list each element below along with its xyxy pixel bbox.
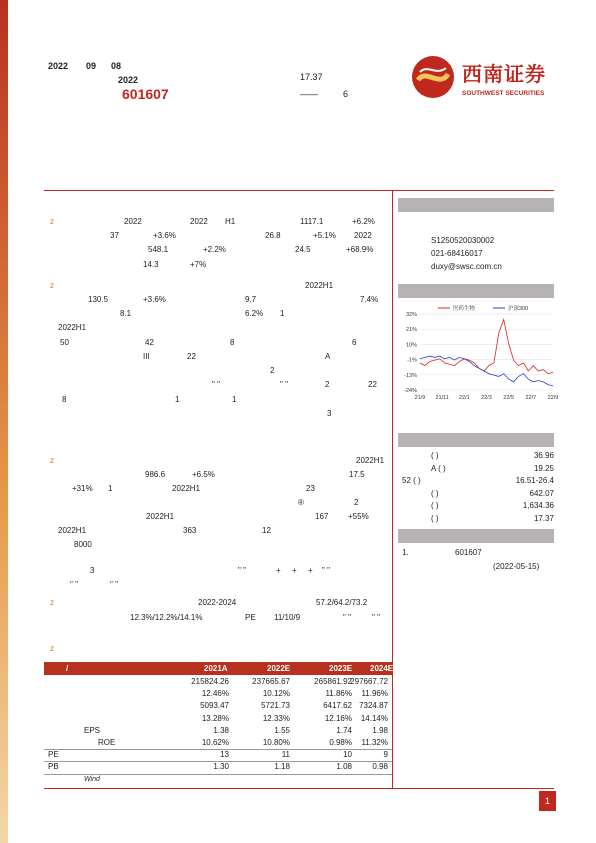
stat-value: 16.51-26.4 [515, 476, 554, 485]
header-cell: 2022E [267, 664, 291, 673]
series-line [420, 319, 553, 373]
table-cell: 11.86% [325, 689, 352, 699]
x-tick-label: 21/9 [414, 395, 426, 401]
body-text-fragment: 8 [62, 395, 67, 404]
table-cell: 5093.47 [200, 701, 229, 711]
related-date: (2022-05-15) [493, 562, 540, 571]
table-cell: 1.30 [213, 762, 229, 772]
x-tick-label: 21/11 [435, 395, 449, 401]
body-text-fragment: 1 [108, 484, 113, 493]
body-text-fragment: 9.7 [245, 295, 257, 304]
table-cell: 10.12% [262, 689, 290, 699]
body-text-fragment: 57.2/64.2/73.2 [316, 598, 368, 607]
body-text-fragment: 2022H1 [146, 512, 175, 521]
body-text-fragment: 2 [270, 366, 275, 375]
report-month: 09 [86, 61, 97, 71]
table-cell: 10.62% [201, 738, 229, 747]
x-tick-label: 22/3 [481, 395, 492, 401]
header-cell: 2024E [370, 664, 394, 673]
company-logo [410, 54, 560, 106]
header-divider [44, 190, 554, 191]
table-cell: 6417.62 [323, 701, 352, 711]
bullet-icon: z [50, 217, 54, 226]
row-label: PB [48, 762, 59, 772]
body-text-fragment: 167 [315, 512, 329, 521]
table-cell: 5721.73 [261, 701, 290, 711]
body-text-fragment: 8.1 [120, 309, 132, 318]
table-cell: 297667.72 [350, 677, 388, 686]
body-text-fragment: 12.3%/12.2%/14.1% [130, 613, 203, 622]
table-cell: 265861.92 [314, 677, 352, 686]
body-text-fragment: 2022H1 [356, 456, 385, 465]
body-text-fragment: 1 [232, 395, 237, 404]
table-cell: 12.33% [262, 713, 290, 723]
stat-label: 52 ( ) [402, 476, 421, 485]
body-text-fragment: 8 [230, 338, 235, 347]
body-text-fragment: 1 [175, 395, 180, 404]
bullet-icon: z [50, 456, 54, 465]
body-text-fragment: 24.5 [295, 245, 311, 254]
chart-svg [398, 300, 559, 401]
body-text-fragment: H1 [225, 217, 236, 226]
body-text-fragment: " " [322, 566, 330, 575]
header-cell: 2023E [329, 664, 353, 673]
row-divider [44, 761, 392, 762]
body-text-fragment: 2022H1 [58, 323, 87, 332]
y-tick-label: 32% [405, 312, 417, 318]
body-text-fragment: 3 [327, 409, 332, 418]
body-text-fragment: " " [343, 613, 351, 622]
body-text-fragment: 2 [354, 498, 359, 507]
body-text-fragment: 6 [352, 338, 357, 347]
stat-label: A ( ) [431, 463, 446, 473]
body-text-fragment: 50 [60, 338, 69, 347]
body-text-fragment: 8000 [74, 540, 92, 549]
body-text-fragment: +3.6% [153, 231, 176, 240]
body-text-fragment: 22 [368, 380, 377, 389]
x-tick-label: 22/9 [547, 395, 559, 401]
table-cell: 9 [383, 750, 388, 760]
analyst-section-bar [398, 198, 554, 212]
body-text-fragment: 26.8 [265, 231, 281, 240]
stat-value: 19.25 [533, 463, 554, 473]
body-text-fragment: ® [298, 498, 304, 507]
table-cell: 11 [281, 750, 290, 760]
stat-value: 642.07 [529, 488, 554, 498]
body-text-fragment: 2022 [124, 217, 142, 226]
table-cell: 14.14% [360, 713, 388, 723]
logo-mark-icon [410, 54, 456, 100]
y-tick-label: -24% [404, 388, 417, 394]
bullet-icon: z [50, 598, 54, 607]
body-text-fragment: 22 [187, 352, 196, 361]
body-text-fragment: +6.2% [352, 217, 375, 226]
row-divider [44, 749, 392, 750]
left-decor-bar [0, 0, 8, 843]
rating-dash: —— [300, 89, 318, 99]
table-cell: 0.98% [329, 738, 352, 747]
body-text-fragment: 363 [183, 526, 197, 535]
body-text-fragment: 12 [262, 526, 271, 535]
table-cell: 10.80% [262, 738, 290, 747]
table-cell: 13.28% [201, 713, 229, 723]
header-cell: / [66, 664, 69, 673]
forecast-table-header [44, 662, 392, 675]
body-text-fragment: + [308, 566, 313, 575]
logo-en-text: SOUTHWEST SECURITIES [462, 90, 545, 97]
body-text-fragment: 37 [110, 231, 119, 240]
y-tick-label: -1% [407, 357, 417, 364]
row-label: EPS [84, 725, 101, 735]
legend-label: 沪深300 [508, 306, 529, 312]
body-text-fragment: +5.1% [313, 231, 336, 240]
table-cell: 12.16% [324, 713, 352, 723]
y-tick-label: -13% [404, 372, 417, 379]
table-cell: 13 [220, 750, 229, 760]
report-subyear: 2022 [118, 75, 139, 85]
table-cell: 12.46% [201, 689, 229, 699]
body-text-fragment: 2 [325, 380, 330, 389]
body-text-fragment: +55% [348, 512, 369, 521]
body-text-fragment: 1 [280, 309, 285, 318]
body-text-fragment: 2022H1 [58, 526, 87, 535]
body-text-fragment: A [325, 352, 331, 361]
horizon-months: 6 [343, 89, 349, 99]
body-text-fragment: 11/10/9 [274, 613, 301, 622]
chart-section-bar [398, 284, 554, 298]
body-text-fragment: 548.1 [148, 245, 169, 254]
table-cell: 1.55 [274, 725, 290, 735]
stat-value: 17.37 [533, 513, 554, 523]
body-text-fragment: " " [238, 566, 246, 575]
table-source: Wind [84, 776, 100, 783]
table-cell: 237665.67 [252, 677, 290, 686]
body-text-fragment: +3.6% [143, 295, 166, 304]
stat-label: ( ) [431, 488, 439, 498]
table-cell: 10 [343, 750, 352, 760]
body-text-fragment: " " [372, 613, 380, 622]
body-text-fragment: +68.9% [346, 245, 374, 254]
body-text-fragment: 3 [90, 566, 95, 575]
stat-label: ( ) [431, 513, 439, 523]
table-cell: 1.74 [336, 725, 352, 735]
table-cell: 11.32% [361, 738, 388, 747]
table-cell: 215824.26 [191, 677, 229, 686]
table-cell: 0.98 [372, 762, 388, 772]
body-text-fragment: 17.5 [349, 470, 365, 479]
series-line [420, 356, 553, 386]
body-text-fragment: 1117.1 [300, 217, 324, 226]
body-text-fragment: +7% [190, 260, 207, 269]
stat-value: 1,634.36 [522, 501, 554, 510]
body-text-fragment: " " [280, 380, 288, 389]
body-text-fragment: +6.5% [192, 470, 215, 479]
table-bottom-line [44, 774, 392, 775]
body-text-fragment: 23 [306, 484, 315, 493]
column-divider [392, 190, 393, 788]
x-tick-label: 22/1 [458, 395, 470, 401]
table-cell: 11.96% [361, 689, 388, 699]
footer-divider [44, 788, 554, 789]
body-text-fragment: " " [70, 580, 78, 589]
legend-label: 医药生物 [453, 306, 476, 312]
report-day: 08 [111, 61, 122, 71]
body-text-fragment: III [143, 352, 150, 361]
related-index: 1. [402, 548, 409, 557]
body-text-fragment: 2022H1 [172, 484, 201, 493]
bullet-icon: z [50, 281, 54, 290]
logo-cn-text: 西南证券 [462, 62, 546, 86]
body-text-fragment: 42 [145, 338, 154, 347]
table-cell: 1.18 [274, 762, 290, 772]
row-label: ROE [98, 738, 116, 747]
relative-performance-chart [398, 300, 559, 401]
body-text-fragment: + [292, 566, 297, 575]
report-year: 2022 [48, 61, 69, 71]
table-cell: 1.98 [372, 725, 388, 735]
y-tick-label: 21% [405, 327, 417, 334]
stat-label: ( ) [431, 451, 439, 460]
analyst-cert: S1250520030002 [431, 236, 495, 245]
related-code[interactable]: 601607 [455, 548, 482, 557]
x-tick-label: 22/5 [503, 395, 515, 401]
row-label: PE [48, 750, 59, 760]
stats-section-bar [398, 433, 554, 447]
table-cell: 1.38 [213, 725, 229, 735]
stat-value: 36.96 [533, 451, 554, 460]
header-cell: 2021A [204, 664, 228, 673]
body-text-fragment: 2022H1 [305, 281, 334, 290]
body-text-fragment: PE [245, 613, 256, 622]
body-text-fragment: 2022 [190, 217, 208, 226]
body-text-fragment: +2.2% [203, 245, 226, 254]
body-text-fragment: 986.6 [145, 470, 166, 479]
body-text-fragment: 7.4% [360, 295, 379, 304]
body-text-fragment: 2022-2024 [198, 598, 237, 607]
body-text-fragment: +31% [72, 484, 93, 493]
body-text-fragment: + [276, 566, 281, 575]
analyst-phone: 021-68416017 [431, 249, 483, 258]
stock-code: 601607 [122, 86, 169, 102]
table-cell: 7324.87 [359, 701, 388, 711]
body-text-fragment: 130.5 [88, 295, 109, 304]
current-price: 17.37 [300, 72, 323, 82]
analyst-email[interactable]: duxy@swsc.com.cn [431, 262, 502, 271]
related-section-bar [398, 529, 554, 543]
body-text-fragment: 6.2% [245, 309, 264, 318]
body-text-fragment: 14.3 [143, 260, 159, 269]
table-cell: 1.08 [336, 762, 352, 772]
x-tick-label: 22/7 [525, 395, 537, 401]
stat-label: ( ) [431, 501, 439, 510]
page-number: 1 [539, 791, 556, 811]
bullet-icon: z [50, 644, 54, 653]
body-text-fragment: 2022 [354, 231, 372, 240]
y-tick-label: 10% [405, 342, 417, 349]
body-text-fragment: " " [110, 580, 118, 589]
body-text-fragment: " " [212, 380, 220, 389]
